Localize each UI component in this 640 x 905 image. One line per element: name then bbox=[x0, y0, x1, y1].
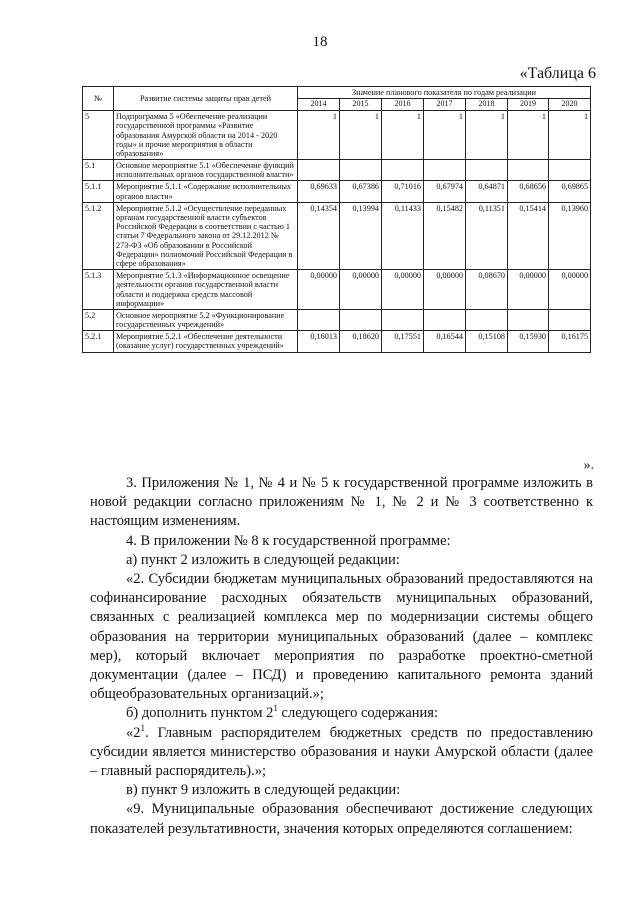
paragraph-4c-text: «9. Муниципальные образования обеспечивают достижение следующих показателей результативности, значения которых определяются соглашением: bbox=[90, 801, 593, 837]
row-value bbox=[508, 309, 549, 330]
row-value bbox=[382, 160, 424, 181]
row-value: 0,00000 bbox=[549, 270, 591, 310]
row-value bbox=[298, 309, 340, 330]
row-value bbox=[298, 160, 340, 181]
row-value: 0,71016 bbox=[382, 181, 424, 202]
row-value: 1 bbox=[382, 111, 424, 160]
year-header: 2017 bbox=[424, 99, 466, 111]
row-value: 1 bbox=[508, 111, 549, 160]
table-row bbox=[83, 111, 591, 160]
row-value bbox=[382, 309, 424, 330]
row-value: 1 bbox=[549, 111, 591, 160]
row-number: 5.2 bbox=[83, 309, 114, 330]
row-name: Основное мероприятие 5.1 «Обеспечение функций исполнительных органов государственной власти» bbox=[114, 160, 298, 181]
row-value: 0,16175 bbox=[549, 331, 591, 352]
row-value: 0,00000 bbox=[340, 270, 382, 310]
table-body bbox=[83, 111, 591, 353]
row-value: 0,00000 bbox=[382, 270, 424, 310]
table-row bbox=[83, 270, 591, 310]
paragraph-4: 4. В приложении № 8 к государственной программе: bbox=[126, 532, 451, 549]
year-header: 2019 bbox=[508, 99, 549, 111]
row-value: 0,17551 bbox=[382, 331, 424, 352]
year-header: 2018 bbox=[466, 99, 508, 111]
row-value: 0,68656 bbox=[508, 181, 549, 202]
row-value: 1 bbox=[298, 111, 340, 160]
row-number: 5.1.1 bbox=[83, 181, 114, 202]
paragraph-4b bbox=[90, 704, 593, 723]
table-row bbox=[83, 202, 591, 269]
row-value: 1 bbox=[466, 111, 508, 160]
row-name: Мероприятие 5.1.2 «Осуществление переданных органам государственной власти субъектов Российской Федерации в соответствии с частью 1 статьи 7 Федерального закона от 29.12.2012 № 273-ФЗ «Об образовании в Российской Федерации» полномочий Российской Федерации в сфере образования» bbox=[114, 202, 298, 269]
paragraph-4b-text bbox=[90, 724, 593, 782]
col-num-header: № bbox=[83, 87, 114, 111]
row-name: Мероприятие 5.1.1 «Содержание исполнительных органов власти» bbox=[114, 181, 298, 202]
row-value: 0,18620 bbox=[340, 331, 382, 352]
row-name: Мероприятие 5.2.1 «Обеспечение деятельности (оказание услуг) государственных учреждений» bbox=[114, 331, 298, 352]
row-number: 5.1.3 bbox=[83, 270, 114, 310]
col-name-header: Развитие системы защиты прав детей bbox=[114, 87, 298, 111]
row-value bbox=[340, 160, 382, 181]
row-value: 0,16544 bbox=[424, 331, 466, 352]
row-value: 0,15930 bbox=[508, 331, 549, 352]
row-value bbox=[466, 309, 508, 330]
paragraph-4c: в) пункт 9 изложить в следующей редакции: bbox=[126, 782, 401, 799]
row-value: 0,11351 bbox=[466, 202, 508, 269]
table-row bbox=[83, 331, 591, 352]
row-number: 5.1.2 bbox=[83, 202, 114, 269]
paragraph-4b-text-post: . Главным распорядителем бюджетных средств по предоставлению субсидии является министерство образования и науки Амурской области (далее – главный распорядитель).»; bbox=[90, 724, 593, 780]
row-name: Мероприятие 5.1.3 «Информационное освещение деятельности органов государственной власти области и поддержка средств массовой информации» bbox=[114, 270, 298, 310]
row-number: 5.2.1 bbox=[83, 331, 114, 352]
paragraph-4b-text-sup: 1 bbox=[140, 722, 145, 733]
row-value: 0,16013 bbox=[298, 331, 340, 352]
year-header: 2016 bbox=[382, 99, 424, 111]
indicator-table bbox=[82, 86, 591, 353]
paragraph-4a-text: «2. Субсидии бюджетам муниципальных образований предоставляются на софинансирование расходных обязательств муниципальных образований, связанных с реализацией комплекса мер по модернизации системы общего образования на территории муниципальных образований (далее – комплекс мер), который включает мероприятия по разработке проектно-сметной документации (далее – ПСД) и проведению капитального ремонта зданий общеобразовательных организаций.»; bbox=[90, 571, 593, 703]
table-label: «Таблица 6 bbox=[519, 65, 596, 82]
row-name: Основное мероприятие 5.2 «Функционирование государственных учреждений» bbox=[114, 309, 298, 330]
paragraph-4b-pre: б) дополнить пунктом 2 bbox=[126, 705, 274, 722]
row-number: 5.1 bbox=[83, 160, 114, 181]
row-value: 0,67386 bbox=[340, 181, 382, 202]
table-row bbox=[83, 309, 591, 330]
paragraph-4a: а) пункт 2 изложить в следующей редакции: bbox=[126, 551, 400, 568]
row-value: 0,64871 bbox=[466, 181, 508, 202]
year-header: 2015 bbox=[340, 99, 382, 111]
row-value: 0,69865 bbox=[549, 181, 591, 202]
row-value: 0,13960 bbox=[549, 202, 591, 269]
row-value: 0,13994 bbox=[340, 202, 382, 269]
row-value: 0,15482 bbox=[424, 202, 466, 269]
table-close-quote: ». bbox=[583, 458, 594, 473]
row-value: 0,14354 bbox=[298, 202, 340, 269]
row-value bbox=[424, 160, 466, 181]
table-row bbox=[83, 160, 591, 181]
row-value: 0,11433 bbox=[382, 202, 424, 269]
body-text bbox=[90, 474, 593, 839]
row-name: Подпрограмма 5 «Обеспечение реализации государственной программы «Развитие образования Амурской области на 2014 - 2020 годы» и прочие мероприятия в области образования» bbox=[114, 111, 298, 160]
row-value: 1 bbox=[424, 111, 466, 160]
row-value: 0,08670 bbox=[466, 270, 508, 310]
col-values-group-header: Значение планового показателя по годам реализации bbox=[298, 87, 591, 99]
row-value: 0,67974 bbox=[424, 181, 466, 202]
paragraph-3: 3. Приложения № 1, № 4 и № 5 к государственной программе изложить в новой редакции согласно приложениям № 1, № 2 и № 3 соответственно к настоящим изменениям. bbox=[90, 475, 593, 530]
row-value: 0,15108 bbox=[466, 331, 508, 352]
row-value bbox=[340, 309, 382, 330]
row-value: 1 bbox=[340, 111, 382, 160]
paragraph-4b-text-pre: «2 bbox=[126, 724, 141, 741]
row-value bbox=[549, 160, 591, 181]
row-value: 0,00000 bbox=[508, 270, 549, 310]
row-value bbox=[424, 309, 466, 330]
row-value: 0,15414 bbox=[508, 202, 549, 269]
paragraph-4b-sup: 1 bbox=[273, 703, 278, 714]
table-row bbox=[83, 181, 591, 202]
page-number: 18 bbox=[312, 34, 328, 50]
row-value bbox=[508, 160, 549, 181]
row-value bbox=[549, 309, 591, 330]
year-header: 2020 bbox=[549, 99, 591, 111]
row-value: 0,69633 bbox=[298, 181, 340, 202]
year-header: 2014 bbox=[298, 99, 340, 111]
row-value bbox=[466, 160, 508, 181]
row-number: 5 bbox=[83, 111, 114, 160]
paragraph-4b-post: следующего содержания: bbox=[277, 705, 438, 722]
row-value: 0,00000 bbox=[424, 270, 466, 310]
row-value: 0,00000 bbox=[298, 270, 340, 310]
